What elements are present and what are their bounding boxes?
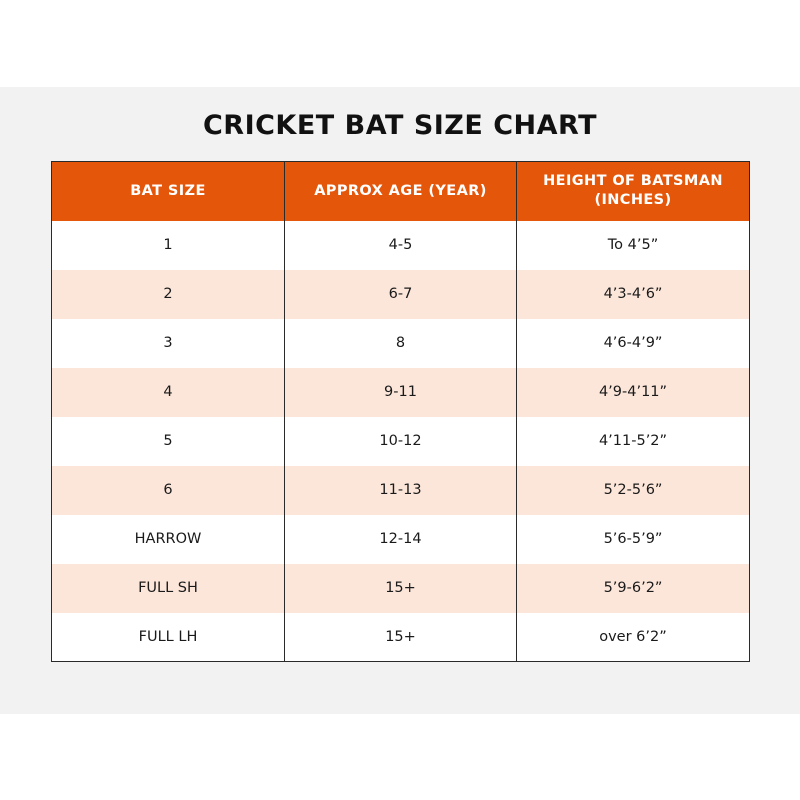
cell-bat-size: 3 (52, 319, 285, 368)
cell-bat-size: 5 (52, 417, 285, 466)
cell-age: 15+ (285, 613, 517, 662)
cell-age: 10-12 (285, 417, 517, 466)
cell-age: 6-7 (285, 270, 517, 319)
cell-height: over 6’2” (517, 613, 750, 662)
cell-age: 11-13 (285, 466, 517, 515)
cell-age: 4-5 (285, 221, 517, 270)
table-row (52, 270, 750, 319)
cell-height: 4’3-4’6” (517, 270, 750, 319)
table-row (52, 613, 750, 662)
cell-height: To 4’5” (517, 221, 750, 270)
table-row (52, 417, 750, 466)
page-title: CRICKET BAT SIZE CHART (202, 110, 598, 141)
header-height-line-2: (INCHES) (594, 192, 672, 209)
cell-height: 5’2-5’6” (517, 466, 750, 515)
cell-height: 4’11-5’2” (517, 417, 750, 466)
header-bat-size: BAT SIZE (52, 162, 285, 221)
cell-age: 12-14 (285, 515, 517, 564)
cell-bat-size: FULL LH (52, 613, 285, 662)
header-approx-age: APPROX AGE (YEAR) (285, 162, 517, 221)
cell-bat-size: HARROW (52, 515, 285, 564)
cell-height: 4’9-4’11” (517, 368, 750, 417)
size-table (51, 161, 750, 662)
cell-age: 15+ (285, 564, 517, 613)
cell-height: 4’6-4’9” (517, 319, 750, 368)
table-row (52, 368, 750, 417)
table-row (52, 221, 750, 270)
table-row (52, 564, 750, 613)
table-row (52, 466, 750, 515)
cell-height: 5’9-6’2” (517, 564, 750, 613)
cell-bat-size: 4 (52, 368, 285, 417)
cell-age: 9-11 (285, 368, 517, 417)
cell-bat-size: 2 (52, 270, 285, 319)
cell-bat-size: 1 (52, 221, 285, 270)
table-row (52, 515, 750, 564)
cell-bat-size: 6 (52, 466, 285, 515)
cell-bat-size: FULL SH (52, 564, 285, 613)
table-header-row (52, 162, 750, 221)
cell-age: 8 (285, 319, 517, 368)
cell-height: 5’6-5’9” (517, 515, 750, 564)
header-height-line-1: HEIGHT OF BATSMAN (543, 173, 723, 190)
header-height (517, 162, 750, 221)
table-row (52, 319, 750, 368)
